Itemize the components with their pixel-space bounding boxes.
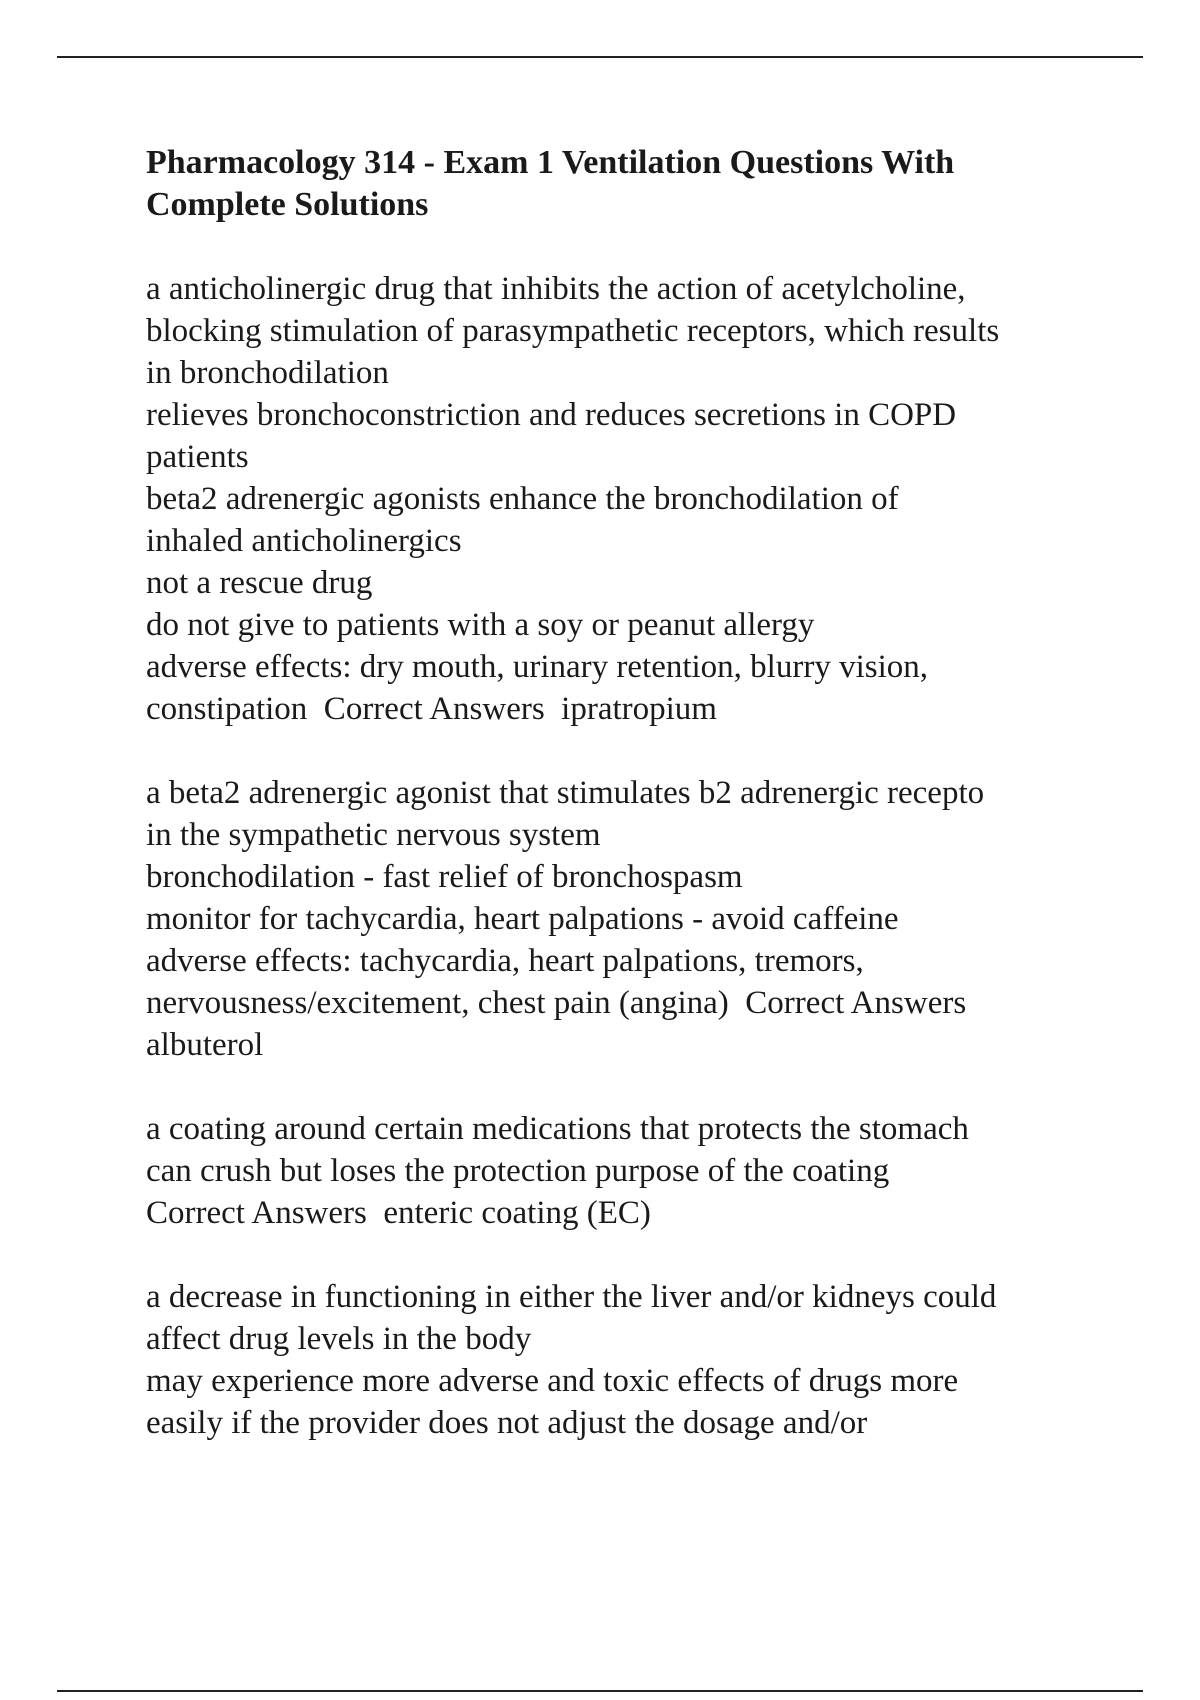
qa-line: inhaled anticholinergics bbox=[146, 523, 462, 559]
qa-line: adverse effects: dry mouth, urinary retention, blurry vision, bbox=[146, 649, 929, 685]
qa-entry bbox=[146, 268, 1106, 730]
qa-line: in the sympathetic nervous system bbox=[146, 817, 601, 853]
qa-line: a anticholinergic drug that inhibits the action of acetylcholine, bbox=[146, 271, 966, 307]
qa-line: can crush but loses the protection purpose of the coating bbox=[146, 1153, 890, 1189]
qa-line: nervousness/excitement, chest pain (angina) Correct Answers bbox=[146, 985, 967, 1021]
qa-line: patients bbox=[146, 439, 249, 475]
qa-entry bbox=[146, 772, 1106, 1066]
qa-entries bbox=[146, 268, 1106, 1444]
qa-line: a decrease in functioning in either the liver and/or kidneys could bbox=[146, 1279, 997, 1315]
title-line: Pharmacology 314 - Exam 1 Ventilation Questions With bbox=[146, 144, 955, 181]
qa-line: albuterol bbox=[146, 1027, 264, 1063]
qa-entry bbox=[146, 1276, 1106, 1444]
document-title bbox=[146, 142, 1106, 226]
header-rule bbox=[57, 56, 1143, 58]
qa-line: do not give to patients with a soy or peanut allergy bbox=[146, 607, 815, 643]
qa-line: easily if the provider does not adjust the dosage and/or bbox=[146, 1405, 868, 1441]
page-content bbox=[146, 142, 1106, 1444]
qa-line: affect drug levels in the body bbox=[146, 1321, 532, 1357]
qa-line: bronchodilation - fast relief of bronchospasm bbox=[146, 859, 743, 895]
title-line: Complete Solutions bbox=[146, 186, 429, 223]
qa-entry bbox=[146, 1108, 1106, 1234]
qa-line: a coating around certain medications that protects the stomach bbox=[146, 1111, 969, 1147]
qa-line: a beta2 adrenergic agonist that stimulates b2 adrenergic recepto bbox=[146, 775, 985, 811]
footer-rule bbox=[57, 1690, 1143, 1692]
qa-line: not a rescue drug bbox=[146, 565, 373, 601]
qa-line: relieves bronchoconstriction and reduces secretions in COPD bbox=[146, 397, 957, 433]
qa-line: blocking stimulation of parasympathetic receptors, which results bbox=[146, 313, 1000, 349]
qa-line: in bronchodilation bbox=[146, 355, 389, 391]
qa-line: may experience more adverse and toxic effects of drugs more bbox=[146, 1363, 959, 1399]
qa-line: beta2 adrenergic agonists enhance the bronchodilation of bbox=[146, 481, 899, 517]
qa-line: adverse effects: tachycardia, heart palpations, tremors, bbox=[146, 943, 864, 979]
qa-line: Correct Answers enteric coating (EC) bbox=[146, 1195, 651, 1231]
qa-line: monitor for tachycardia, heart palpations - avoid caffeine bbox=[146, 901, 899, 937]
qa-line: constipation Correct Answers ipratropium bbox=[146, 691, 717, 727]
